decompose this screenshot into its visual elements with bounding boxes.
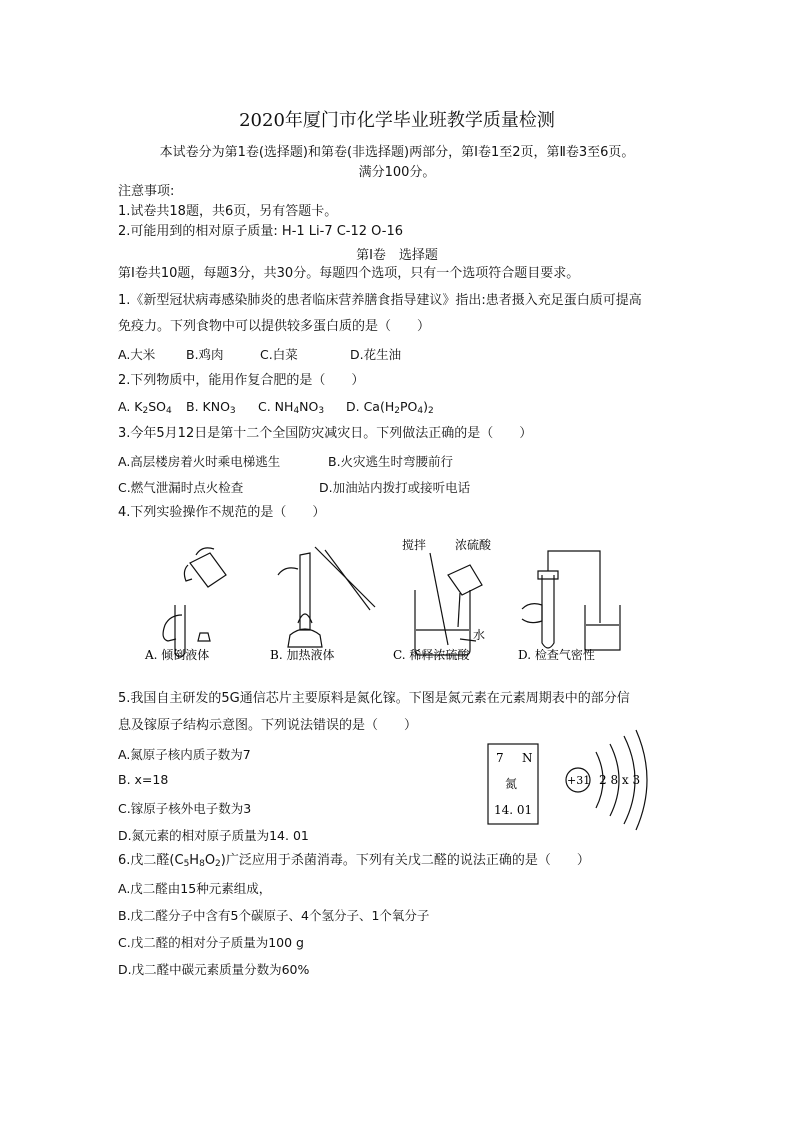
q2-stem: 2.下列物质中，能用作复合肥的是（ ） xyxy=(118,373,365,388)
q3-stem: 3.今年5月12日是第十二个全国防灾减灾日。下列做法正确的是（ ） xyxy=(118,426,533,441)
intro-line-2: 满分100分。 xyxy=(358,165,436,180)
q2-option-d[interactable]: D. $Ca(H_2PO_4)_2$ xyxy=(346,399,434,416)
q5-stem-line1: 5.我国自主研发的5G通信芯片主要原料是氮化镓。下图是氮元素在元素周期表中的部分信 xyxy=(118,691,630,706)
q3-option-a[interactable]: A.高层楼房着火时乘电梯逃生 xyxy=(118,454,281,469)
caption-a: A. 倾倒液体 xyxy=(145,648,210,662)
figure-a-pouring xyxy=(163,548,226,657)
caption-c: C. 稀释浓硫酸 xyxy=(393,648,470,662)
label-water: 水 xyxy=(473,628,486,642)
electron-shells: 2 8 x 3 xyxy=(599,773,641,787)
q1-stem-line2: 免疫力。下列食物中可以提供较多蛋白质的是（ ） xyxy=(118,319,431,334)
q6-option-a[interactable]: A.戊二醛由15种元素组成， xyxy=(118,881,272,896)
q3-option-b[interactable]: B.火灾逃生时弯腰前行 xyxy=(328,454,454,469)
q5-option-a[interactable]: A.氮原子核内质子数为7 xyxy=(118,747,251,762)
caption-d: D. 检查气密性 xyxy=(518,648,595,662)
q3-option-c[interactable]: C.燃气泄漏时点火检查 xyxy=(118,480,244,495)
q1-stem-line1: 1.《新型冠状病毒感染肺炎的患者临床营养膳食指导建议》指出:患者摄入充足蛋白质可提高 xyxy=(118,293,642,308)
element-number: 7 xyxy=(496,751,504,765)
caption-b: B. 加热液体 xyxy=(270,648,335,662)
q6-option-d[interactable]: D.戊二醛中碳元素质量分数为60% xyxy=(118,962,310,977)
q4-stem: 4.下列实验操作不规范的是（ ） xyxy=(118,505,326,520)
page-title: 2020年厦门市化学毕业班教学质量检测 xyxy=(239,110,555,131)
figure-c-diluting xyxy=(415,553,482,655)
q6-stem: 6.戊二醛$(C_5H_8O_2)$广泛应用于杀菌消毒。下列有关戊二醛的说法正确的是（ ） xyxy=(118,853,590,869)
q5-option-b[interactable]: B. x=18 xyxy=(118,772,169,787)
q5-stem-line2: 息及镓原子结构示意图。下列说法错误的是（ ） xyxy=(118,718,418,733)
notes-item-2: 2.可能用到的相对原子质量: H-1 Li-7 C-12 O-16 xyxy=(118,224,404,239)
section-title: 第Ⅰ卷 选择题 xyxy=(356,248,438,263)
q1-option-c[interactable]: C.白菜 xyxy=(260,347,298,362)
section-instructions: 第Ⅰ卷共10题，每题3分，共30分。每题四个选项，只有一个选项符合题目要求。 xyxy=(118,266,580,281)
intro-line-1: 本试卷分为第1卷(选择题)和第卷(非选择题)两部分，第Ⅰ卷1至2页，第Ⅱ卷3至6页。 xyxy=(159,145,635,160)
q5-element-figure xyxy=(478,720,658,835)
q1-option-a[interactable]: A.大米 xyxy=(118,347,156,362)
figure-b-heating xyxy=(278,547,375,647)
q6-option-c[interactable]: C.戊二醛的相对分子质量为100 g xyxy=(118,935,304,950)
label-conc-acid: 浓硫酸 xyxy=(455,538,492,552)
label-stir: 搅拌 xyxy=(402,538,427,552)
q2-option-b[interactable]: B. $KNO_3$ xyxy=(186,399,236,416)
nucleus-charge: +31 xyxy=(567,774,591,787)
q5-option-c[interactable]: C.镓原子核外电子数为3 xyxy=(118,801,252,816)
figure-d-airtight xyxy=(522,551,620,650)
notes-item-1: 1.试卷共18题，共6页，另有答题卡。 xyxy=(118,204,338,219)
element-symbol: N xyxy=(522,751,533,765)
q2-option-c[interactable]: C. $NH_4NO_3$ xyxy=(258,399,325,416)
q1-option-b[interactable]: B.鸡肉 xyxy=(186,347,224,362)
q2-option-a[interactable]: A. $K_2SO_4$ xyxy=(118,399,172,416)
q5-option-d[interactable]: D.氮元素的相对原子质量为14. 01 xyxy=(118,828,309,843)
q3-option-d[interactable]: D.加油站内拨打或接听电话 xyxy=(319,480,471,495)
element-mass: 14. 01 xyxy=(494,803,533,817)
q6-option-b[interactable]: B.戊二醛分子中含有5个碳原子、4个氢分子、1个氧分子 xyxy=(118,908,430,923)
q4-experiment-figure xyxy=(130,535,630,670)
notes-heading: 注意事项: xyxy=(118,184,175,199)
q1-option-d[interactable]: D.花生油 xyxy=(350,347,402,362)
element-name: 氮 xyxy=(505,777,518,791)
